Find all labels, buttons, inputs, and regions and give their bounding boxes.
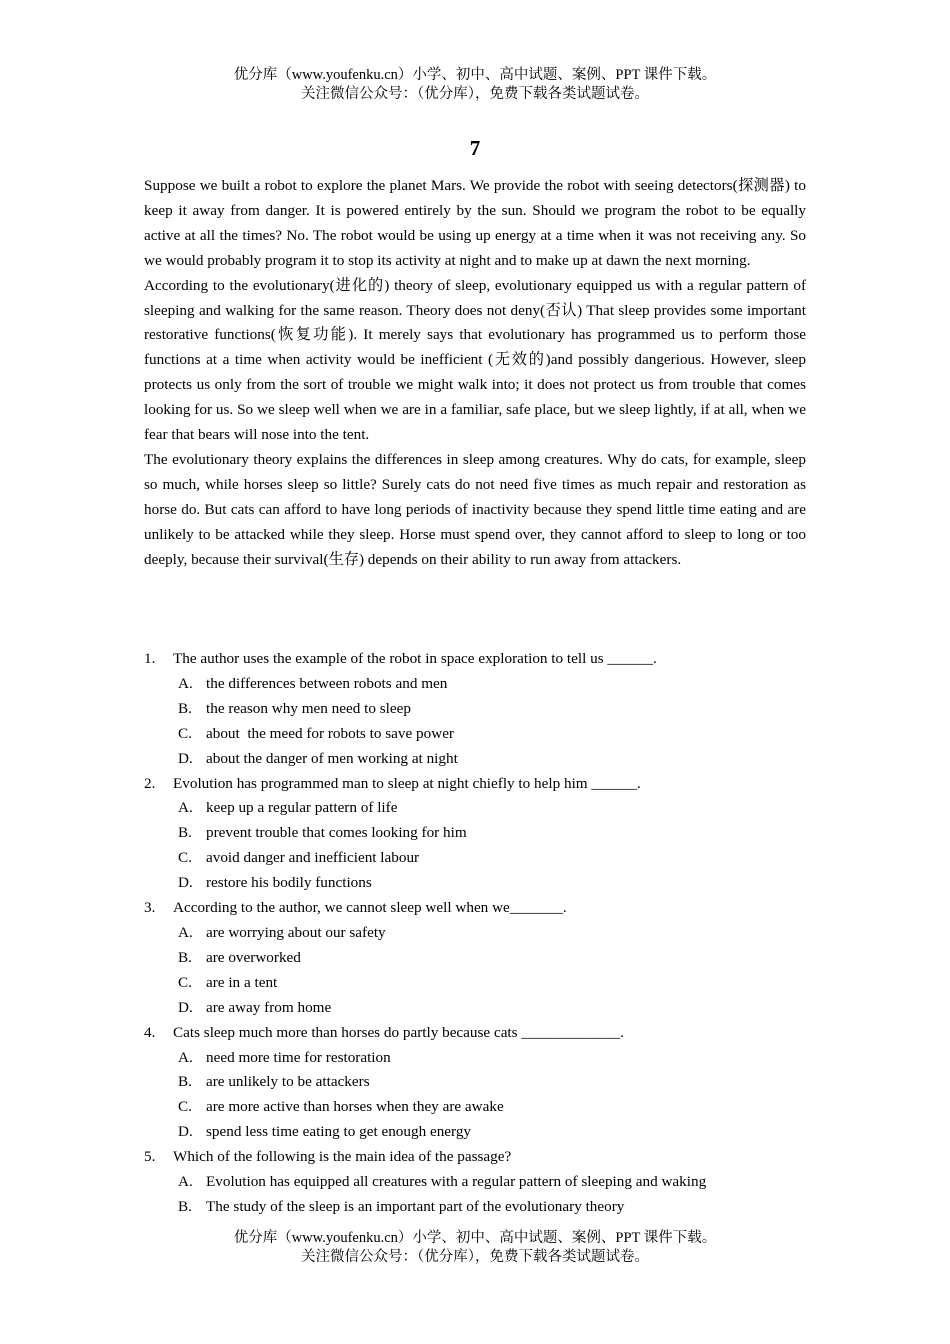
option-letter: A. [178, 1048, 193, 1066]
question-2 [144, 772, 806, 797]
option-text: are in a tent [206, 973, 278, 991]
option-4a [144, 1046, 806, 1071]
page-title: 7 [469, 136, 481, 160]
question-number: 3. [144, 899, 156, 917]
option-text: are overworked [206, 948, 301, 966]
option-3d [144, 996, 806, 1021]
question-1 [144, 647, 806, 672]
question-4 [144, 1021, 806, 1046]
option-letter: B. [178, 699, 192, 717]
option-3c [144, 971, 806, 996]
option-letter: D. [178, 1123, 193, 1141]
question-number: 1. [144, 650, 156, 667]
option-text: need more time for restoration [206, 1048, 391, 1066]
option-letter: A. [178, 799, 193, 817]
option-letter: D. [178, 998, 193, 1016]
passage-paragraph-3: The evolutionary theory explains the differences in sleep among creatures. Why do cats, for example, sleep so much, while horses sleep so little? Surely cats do not need five times as much repair and restoration as horse do. But cats can afford to have long periods of inactivity because they spend little time eating and are unlikely to be attacked while they sleep. Horse must spend over, they cannot afford to sleep to long or too deeply, because their survival(生存) depends on their ability to run away from attackers. [144, 450, 806, 568]
question-list [144, 647, 806, 1220]
option-4b [144, 1070, 806, 1095]
option-text: keep up a regular pattern of life [206, 799, 398, 817]
option-letter: C. [178, 849, 192, 867]
option-text: are more active than horses when they are awake [206, 1098, 504, 1116]
option-1a [144, 672, 806, 697]
option-2b [144, 821, 806, 846]
question-number: 2. [144, 774, 156, 792]
option-3b [144, 946, 806, 971]
option-2a [144, 796, 806, 821]
option-text: are away from home [206, 998, 332, 1016]
question-number: 4. [144, 1023, 156, 1041]
option-letter: D. [178, 874, 193, 892]
option-text: about the meed for robots to save power [206, 724, 454, 742]
passage-paragraph-1: Suppose we built a robot to explore the planet Mars. We provide the robot with seeing detectors(探测器) to keep it away from danger. It is powered entirely by the sun. Should we program the robot to be equally active at all the times? No. The robot would be using up energy at a time when it was not receiving any. So we would probably program it to stop its activity at night and to make up at dawn the next morning. [144, 177, 806, 269]
option-2c [144, 846, 806, 871]
question-text: Which of the following is the main idea of the passage? [173, 1148, 512, 1166]
option-5b [144, 1195, 806, 1220]
question-5 [144, 1145, 806, 1170]
option-letter: A. [178, 923, 193, 941]
footer-line-1: 优分库（www.youfenku.cn）小学、初中、高中试题、案例、PPT 课件下载。 [233, 1230, 717, 1246]
option-text: avoid danger and inefficient labour [206, 849, 420, 867]
page-footer [0, 1229, 950, 1267]
option-letter: C. [178, 724, 192, 742]
option-letter: B. [178, 1073, 192, 1091]
option-1b [144, 697, 806, 722]
option-letter: B. [178, 948, 192, 966]
question-text: Evolution has programmed man to sleep at night chiefly to help him ______. [173, 774, 641, 792]
option-text: prevent trouble that comes looking for him [206, 824, 467, 842]
option-text: restore his bodily functions [206, 874, 372, 892]
passage-paragraph-2: According to the evolutionary(进化的) theory of sleep, evolutionary equipped us with a regular pattern of sleeping and walking for the same reason. Theory does not deny(否认) That sleep provides some important restorative functions(恢复功能). It merely says that evolutionary has programmed us to perform those functions at a time when activity would be inefficient (无效的)and possibly dangerious. However, sleep protects us only from the sort of trouble we might walk into; it does not protect us from trouble that comes looking for us. So we sleep well when we are in a familiar, safe place, but we sleep lightly, if at all, when we fear that bears will nose into the tent. [144, 276, 806, 444]
question-text: Cats sleep much more than horses do partly because cats _____________. [173, 1023, 624, 1041]
question-text: The author uses the example of the robot in space exploration to tell us ______. [173, 650, 657, 667]
option-text: spend less time eating to get enough energy [206, 1123, 472, 1141]
option-1c [144, 722, 806, 747]
reading-passage [144, 174, 806, 573]
option-text: Evolution has equipped all creatures with a regular pattern of sleeping and waking [206, 1173, 707, 1191]
option-text: The study of the sleep is an important part of the evolutionary theory [206, 1197, 625, 1215]
option-letter: D. [178, 749, 193, 767]
header-line-2: 关注微信公众号：（优分库），免费下载各类试题试卷。 [301, 86, 649, 102]
page-header [0, 66, 950, 104]
option-text: the differences between robots and men [206, 674, 448, 692]
option-5a [144, 1170, 806, 1195]
option-1d [144, 747, 806, 772]
option-2d [144, 871, 806, 896]
option-text: are unlikely to be attackers [206, 1073, 370, 1091]
question-number: 5. [144, 1148, 156, 1166]
option-text: the reason why men need to sleep [206, 699, 411, 717]
option-text: are worrying about our safety [206, 923, 386, 941]
option-text: about the danger of men working at night [206, 749, 458, 767]
option-letter: C. [178, 1098, 192, 1116]
header-line-1: 优分库（www.youfenku.cn）小学、初中、高中试题、案例、PPT 课件下载。 [233, 67, 717, 83]
option-3a [144, 921, 806, 946]
option-letter: A. [178, 1173, 193, 1191]
option-letter: B. [178, 1197, 192, 1215]
option-letter: C. [178, 973, 192, 991]
option-4d [144, 1120, 806, 1145]
footer-line-2: 关注微信公众号：（优分库），免费下载各类试题试卷。 [301, 1249, 649, 1265]
question-text: According to the author, we cannot sleep well when we_______. [173, 899, 567, 917]
question-3 [144, 896, 806, 921]
option-letter: A. [178, 674, 193, 692]
option-letter: B. [178, 824, 192, 842]
option-4c [144, 1095, 806, 1120]
